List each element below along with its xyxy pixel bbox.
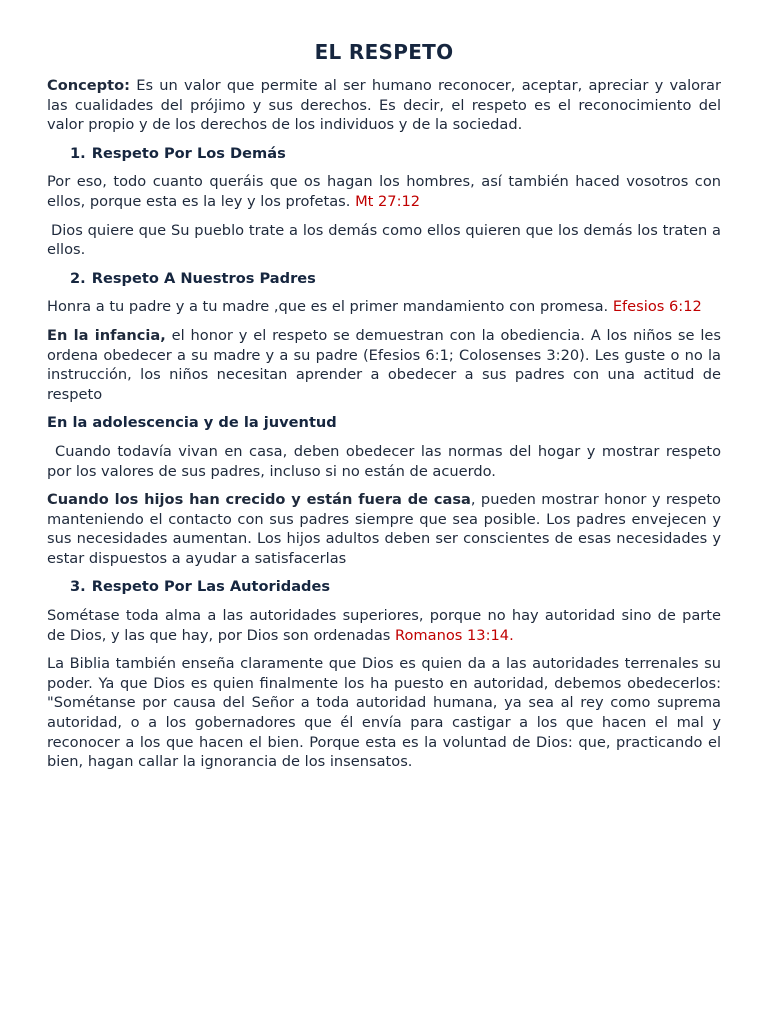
section-3-title: Respeto Por Las Autoridades	[91, 578, 331, 596]
section-1-paragraph-1	[47, 172, 721, 211]
section-1-p1-reference: Mt 27:12	[355, 192, 421, 210]
grown-children-text: , pueden mostrar honor y respeto manteniendo el contacto con sus padres siempre que sea posible. Los padres envejecen y sus necesidades aumentan. Los hijos adultos deben ser conscientes de esas necesidades y estar dispuestos a ayudar a satisfacerlas	[47, 491, 721, 567]
section-3-paragraph-1	[47, 606, 721, 645]
section-1-number: 1.	[70, 144, 86, 162]
concept-text: Es un valor que permite al ser humano reconocer, aceptar, apreciar y valorar las cualidades del prójimo y sus derechos. Es decir, el respeto es el reconocimiento del valor propio y de los derechos de los individuos y de la sociedad.	[47, 77, 721, 134]
infancy-text: el honor y el respeto se demuestran con la obediencia. A los niños se les ordena obedecer a su madre y a su padre (Efesios 6:1; Colosenses 3:20). Les guste o no la instrucción, los niños necesitan aprender a obedecer a sus padres con una actitud de respeto	[47, 326, 721, 403]
infancy-paragraph	[47, 326, 721, 404]
section-3-heading	[70, 577, 721, 597]
section-2-number: 2.	[70, 269, 86, 287]
section-2-paragraph-1	[47, 297, 721, 317]
section-3-paragraph-2: La Biblia también enseña claramente que Dios es quien da a las autoridades terrenales su poder. Ya que Dios es quien finalmente los ha puesto en autoridad, debemos obedecerlos: "Sométanse por causa del Señor a toda autoridad humana, ya sea al rey como suprema autoridad, o a los gobernadores que él envía para castigar a los que hacen el mal y reconocer a los que hacen el bien. Porque esta es la voluntad de Dios: que, practicando el bien, hagan callar la ignorancia de los insensatos.	[47, 655, 721, 771]
adolescence-paragraph: Cuando todavía vivan en casa, deben obedecer las normas del hogar y mostrar respeto por los valores de sus padres, incluso si no están de acuerdo.	[47, 442, 721, 480]
document-title: EL RESPETO	[314, 40, 454, 64]
section-2-heading	[70, 269, 721, 289]
section-1-title: Respeto Por Los Demás	[91, 144, 286, 162]
section-1-paragraph-2: Dios quiere que Su pueblo trate a los demás como ellos quieren que los demás los traten a ellos.	[47, 221, 721, 259]
concept-label: Concepto:	[47, 77, 130, 94]
section-3-p1-text: Sométase toda alma a las autoridades superiores, porque no hay autoridad sino de parte de Dios, y las que hay, por Dios son ordenadas	[47, 607, 721, 644]
adolescence-heading: En la adolescencia y de la juventud	[47, 414, 337, 432]
section-2-p1-text: Honra a tu padre y a tu madre ,que es el primer mandamiento con promesa.	[47, 298, 613, 316]
section-3-p1-reference: Romanos 13:14.	[395, 626, 514, 644]
section-1-heading	[70, 144, 721, 164]
concept-paragraph	[47, 76, 721, 135]
section-2-title: Respeto A Nuestros Padres	[91, 269, 316, 287]
grown-children-label: Cuando los hijos han crecido y están fuera de casa	[47, 491, 471, 509]
section-1-p1-text: Por eso, todo cuanto queráis que os hagan los hombres, así también haced vosotros con ellos, porque esta es la ley y los profetas.	[47, 173, 721, 210]
section-2-p1-reference: Efesios 6:12	[612, 298, 702, 316]
section-3-number: 3.	[70, 578, 86, 596]
infancy-label: En la infancia,	[47, 326, 166, 344]
grown-children-paragraph	[47, 490, 721, 568]
